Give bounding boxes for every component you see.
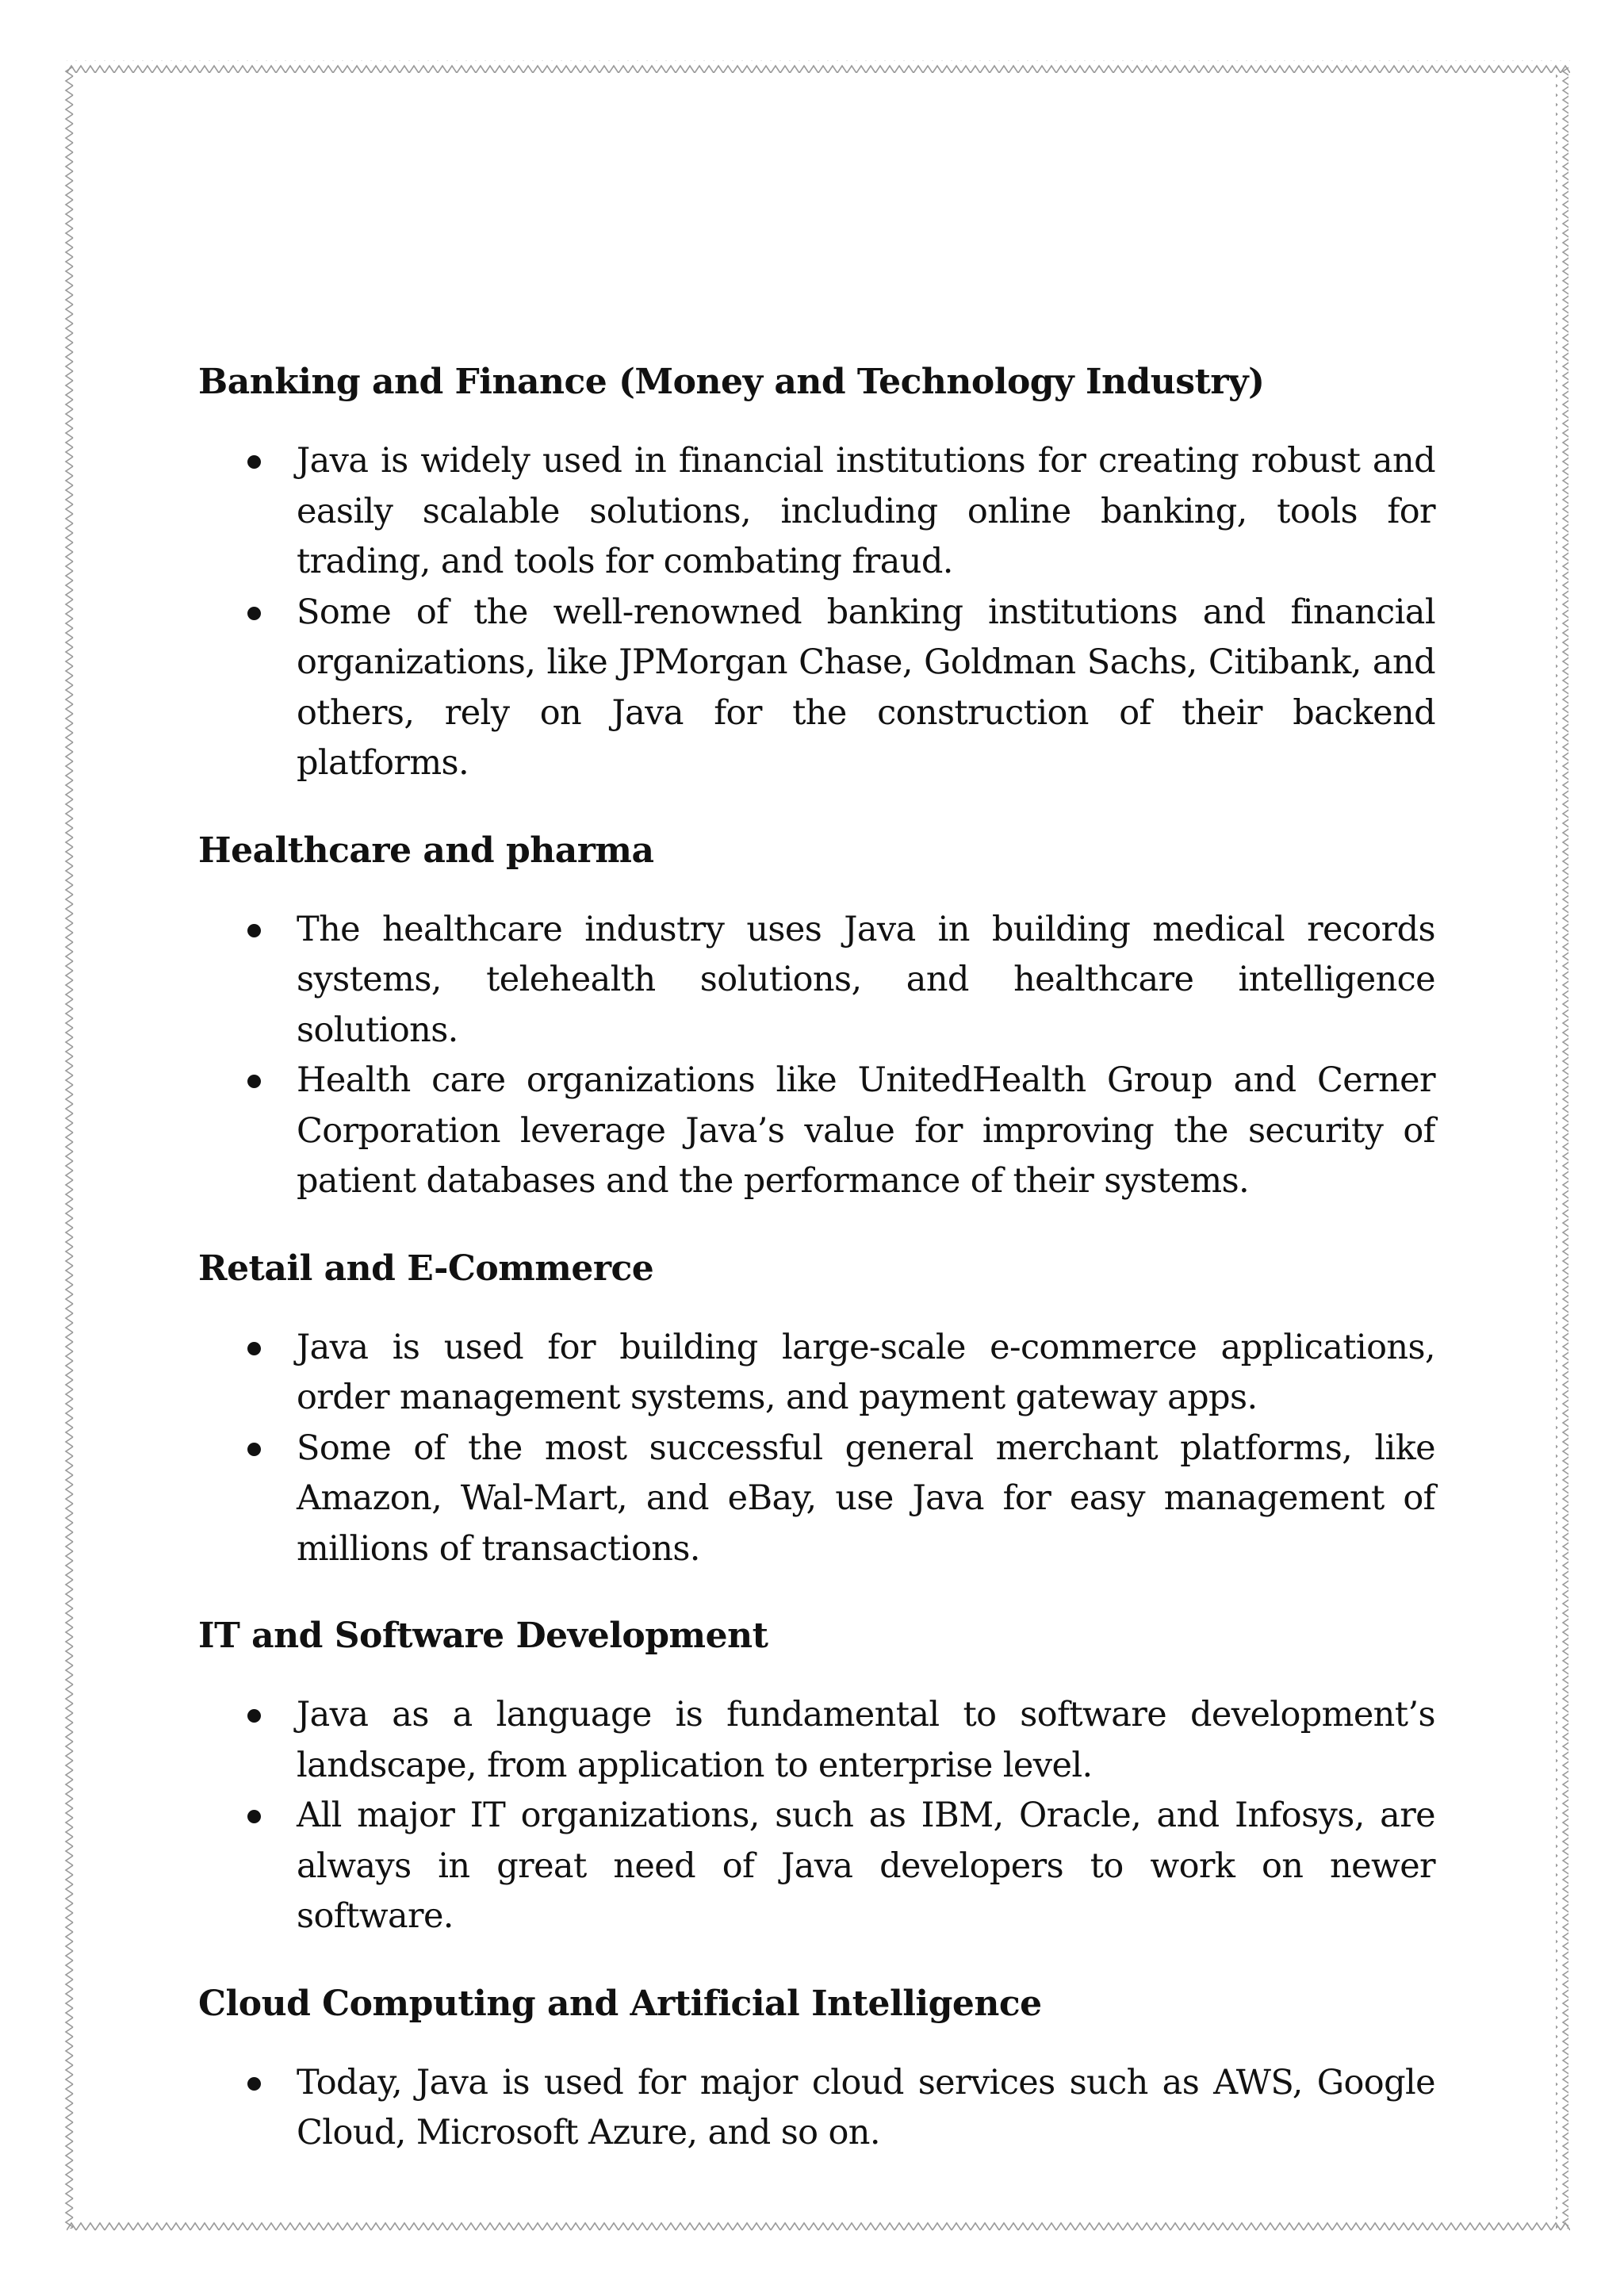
bullet-list-cloud-ai xyxy=(198,2058,1435,2159)
bullet-icon xyxy=(247,455,261,469)
bullet-text: Some of the well-renowned banking institutions and financial organizations, like JPMorgan Chase, Goldman Sachs, Citibank, and others, rely on Java for the construction of their backend platforms. xyxy=(297,592,1435,783)
bullet-text: Java as a language is fundamental to software development’s landscape, from application to enterprise level. xyxy=(297,1695,1435,1785)
bullet-icon xyxy=(247,1075,261,1088)
bullet-icon xyxy=(247,1342,261,1355)
section-heading-healthcare: Healthcare and pharma xyxy=(198,830,654,871)
section-heading-cloud-ai: Cloud Computing and Artificial Intelligence xyxy=(198,1983,1042,2024)
bullet-item xyxy=(297,436,1435,588)
document-body xyxy=(198,357,1435,2195)
border-top xyxy=(67,60,1570,73)
bullet-icon xyxy=(247,924,261,937)
bullet-item xyxy=(297,1690,1435,1791)
bullet-text: Today, Java is used for major cloud services such as AWS, Google Cloud, Microsoft Azure, and so on. xyxy=(297,2062,1435,2152)
border-left xyxy=(62,67,75,2229)
bullet-item xyxy=(297,1791,1435,1942)
bullet-list-banking xyxy=(198,436,1435,789)
bullet-icon xyxy=(247,1810,261,1823)
bullet-item xyxy=(297,2058,1435,2159)
bullet-item xyxy=(297,588,1435,789)
border-bottom xyxy=(67,2221,1570,2233)
bullet-list-healthcare xyxy=(198,905,1435,1207)
bullet-text: Health care organizations like UnitedHealth Group and Cerner Corporation leverage Java’s value for improving the security of patient databases and the performance of their systems. xyxy=(297,1060,1435,1201)
bullet-icon xyxy=(247,2077,261,2091)
bullet-text: Some of the most successful general merchant platforms, like Amazon, Wal-Mart, and eBay, use Java for easy management of millions of transactions. xyxy=(297,1428,1435,1569)
bullet-icon xyxy=(247,1443,261,1456)
bullet-item xyxy=(297,1424,1435,1575)
bullet-icon xyxy=(247,1709,261,1723)
bullet-list-retail xyxy=(198,1323,1435,1575)
bullet-text: Java is widely used in financial institutions for creating robust and easily scalable solutions, including online banking, tools for trading, and tools for combating fraud. xyxy=(297,441,1435,581)
bullet-icon xyxy=(247,607,261,620)
bullet-item xyxy=(297,905,1435,1056)
section-heading-retail: Retail and E-Commerce xyxy=(198,1248,654,1289)
border-right xyxy=(1556,67,1568,2229)
section-heading-banking: Banking and Finance (Money and Technology Industry) xyxy=(198,362,1265,402)
bullet-text: All major IT organizations, such as IBM, Oracle, and Infosys, are always in great need of Java developers to work on newer software. xyxy=(297,1796,1435,1936)
bullet-text: The healthcare industry uses Java in building medical records systems, telehealth solutions, and healthcare intelligence solutions. xyxy=(297,909,1435,1050)
bullet-item xyxy=(297,1323,1435,1424)
section-heading-it-software: IT and Software Development xyxy=(198,1616,768,1656)
bullet-text: Java is used for building large-scale e-commerce applications, order management systems, and payment gateway apps. xyxy=(297,1327,1435,1417)
bullet-list-it-software xyxy=(198,1690,1435,1942)
bullet-item xyxy=(297,1056,1435,1207)
